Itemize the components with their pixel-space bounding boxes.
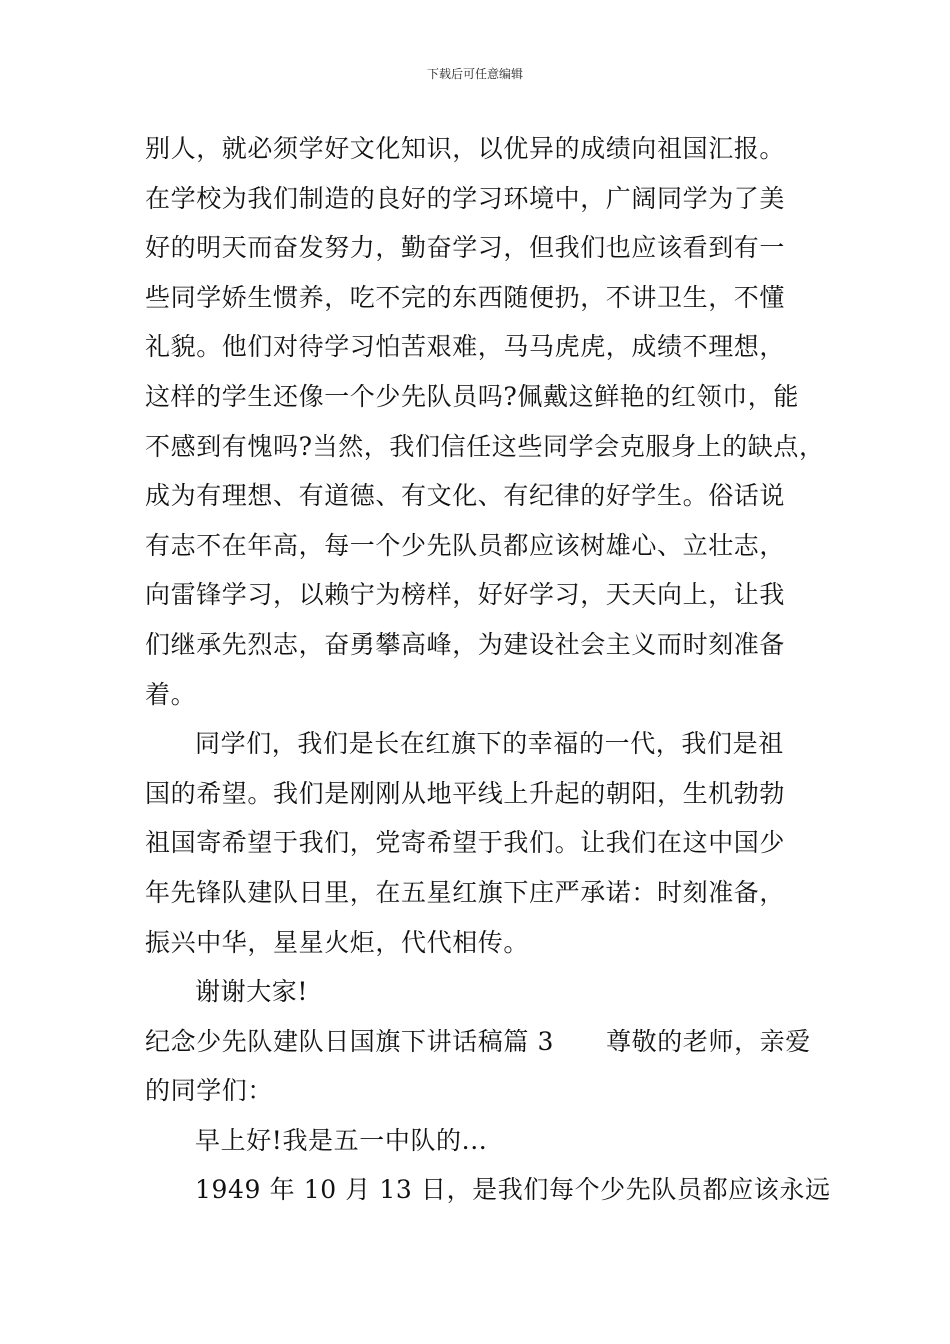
greeting-start: 尊敬的老师，亲爱: [606, 1026, 811, 1056]
text-line: 些同学娇生惯养，吃不完的东西随便扔，不讲卫生，不懂: [145, 282, 786, 312]
text-line: 不感到有愧吗?当然，我们信任这些同学会克服身上的缺点，: [145, 431, 825, 461]
section-title: 纪念少先队建队日国旗下讲话稿篇 3: [145, 1026, 555, 1056]
date-line: 1949 年 10 月 13 日，是我们每个少先队员都应该永远: [195, 1175, 831, 1205]
text-line: 礼貌。他们对待学习怕苦艰难，马马虎虎，成绩不理想，: [145, 332, 786, 362]
text-line: 向雷锋学习，以赖宁为榜样，好好学习，天天向上，让我: [145, 580, 786, 610]
document-body: [145, 124, 835, 1215]
text-line: 同学们，我们是长在红旗下的幸福的一代，我们是祖: [195, 729, 784, 759]
text-line: 有志不在年高，每一个少先队员都应该树雄心、立壮志，: [145, 530, 786, 560]
text-line: 好的明天而奋发努力，勤奋学习，但我们也应该看到有一: [145, 233, 786, 263]
text-line: 在学校为我们制造的良好的学习环境中，广阔同学为了美: [145, 183, 786, 213]
text-line: 成为有理想、有道德、有文化、有纪律的好学生。俗话说: [145, 481, 786, 511]
text-line: 们继承先烈志，奋勇攀高峰，为建设社会主义而时刻准备: [145, 629, 786, 659]
greeting-continuation: 的同学们：: [145, 1076, 274, 1106]
text-line: 祖国寄希望于我们，党寄希望于我们。让我们在这中国少: [145, 828, 786, 858]
thanks-line: 谢谢大家!: [195, 977, 309, 1007]
text-line: 别人，就必须学好文化知识，以优异的成绩向祖国汇报。: [145, 134, 786, 163]
text-line: 年先锋队建队日里，在五星红旗下庄严承诺：时刻准备，: [145, 877, 786, 907]
text-line: 着。: [145, 679, 197, 709]
morning-greeting: 早上好!我是五一中队的...: [195, 1125, 488, 1155]
paragraph-2: [145, 719, 835, 967]
text-line: 国的希望。我们是刚刚从地平线上升起的朝阳，生机勃勃: [145, 778, 786, 808]
text-line: 振兴中华，星星火炬，代代相传。: [145, 927, 530, 957]
section-heading-line: [145, 1017, 835, 1067]
paragraph-1: [145, 124, 835, 719]
text-line: 这样的学生还像一个少先队员吗?佩戴这鲜艳的红领巾，能: [145, 381, 800, 411]
page-header: 下载后可任意编辑: [426, 67, 523, 81]
